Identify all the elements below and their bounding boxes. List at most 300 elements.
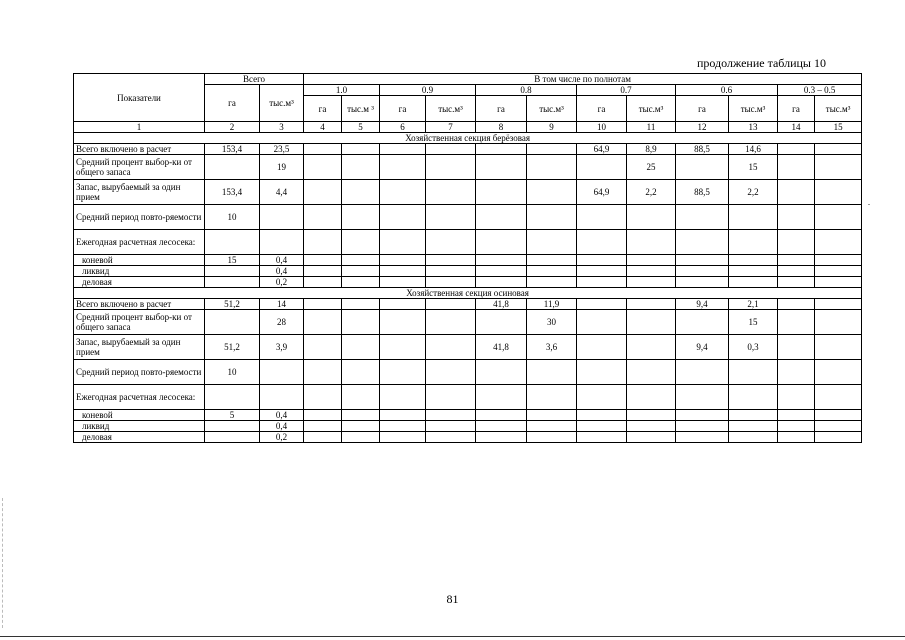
table-cell <box>627 205 676 230</box>
table-cell: 10 <box>205 205 260 230</box>
table-cell <box>627 335 676 360</box>
table-cell <box>380 144 426 155</box>
table-cell <box>342 410 380 421</box>
table-cell <box>380 421 426 432</box>
table-cell: 51,2 <box>205 335 260 360</box>
table-cell: 23,5 <box>260 144 304 155</box>
table-cell <box>260 230 304 255</box>
table-cell <box>577 277 627 288</box>
table-cell <box>527 144 577 155</box>
table-cell <box>476 155 527 180</box>
table-cell <box>778 299 815 310</box>
scan-bottom-rule <box>0 636 905 637</box>
table-cell <box>380 410 426 421</box>
table-cell: 14,6 <box>729 144 778 155</box>
row-label: Ежегодная расчетная лесосека: <box>74 385 205 410</box>
table-cell <box>380 266 426 277</box>
header-unit-ha: га <box>304 96 342 122</box>
table-cell <box>304 180 342 205</box>
table-cell <box>205 277 260 288</box>
table-cell <box>627 421 676 432</box>
header-density: 0.6 <box>676 85 778 96</box>
table-cell <box>260 385 304 410</box>
table-cell <box>476 144 527 155</box>
table-cell <box>342 421 380 432</box>
table-row <box>74 205 862 230</box>
table-cell <box>627 360 676 385</box>
table-cell <box>426 310 476 335</box>
table-caption: продолжение таблицы 10 <box>696 56 826 70</box>
table-cell: 88,5 <box>676 144 729 155</box>
table-row <box>74 335 862 360</box>
table-cell <box>304 310 342 335</box>
table-cell <box>426 205 476 230</box>
table-cell <box>815 266 862 277</box>
table-cell <box>342 299 380 310</box>
table-cell <box>304 230 342 255</box>
table-cell <box>380 335 426 360</box>
table-cell <box>676 310 729 335</box>
table-cell <box>205 310 260 335</box>
table-cell <box>676 266 729 277</box>
column-number: 11 <box>627 122 676 133</box>
header-indicators: Показатели <box>74 74 205 122</box>
table-cell <box>527 432 577 443</box>
table-cell <box>527 230 577 255</box>
table-body <box>74 133 862 443</box>
table-cell <box>778 421 815 432</box>
header-total: Всего <box>205 74 304 85</box>
table-cell <box>577 230 627 255</box>
table-cell <box>627 277 676 288</box>
table-cell <box>627 230 676 255</box>
table-cell <box>729 277 778 288</box>
table-cell <box>577 266 627 277</box>
table-cell: 0,2 <box>260 432 304 443</box>
table-cell <box>577 360 627 385</box>
table-cell: 3,9 <box>260 335 304 360</box>
table-cell <box>527 421 577 432</box>
table-cell: 64,9 <box>577 180 627 205</box>
table-cell: 153,4 <box>205 144 260 155</box>
table-cell <box>676 255 729 266</box>
table-cell <box>205 432 260 443</box>
table-cell <box>304 205 342 230</box>
column-number: 2 <box>205 122 260 133</box>
table-cell: 0,3 <box>729 335 778 360</box>
column-number: 14 <box>778 122 815 133</box>
header-unit-ha: га <box>577 96 627 122</box>
table-cell: 2,1 <box>729 299 778 310</box>
table-row <box>74 155 862 180</box>
table-cell: 51,2 <box>205 299 260 310</box>
table-cell: 15 <box>729 310 778 335</box>
table-cell: 19 <box>260 155 304 180</box>
table-cell: 3,6 <box>527 335 577 360</box>
table-row <box>74 410 862 421</box>
table-cell <box>304 335 342 360</box>
table-cell <box>342 230 380 255</box>
column-number: 9 <box>527 122 577 133</box>
table-cell <box>426 299 476 310</box>
table-cell <box>342 205 380 230</box>
page-number: 81 <box>446 592 459 606</box>
table-cell <box>778 144 815 155</box>
table-cell <box>527 266 577 277</box>
table-cell <box>778 277 815 288</box>
row-label: ликвид <box>74 421 205 432</box>
table-cell <box>304 266 342 277</box>
table-cell <box>342 360 380 385</box>
row-label: Средний период повто-ряемости <box>74 205 205 230</box>
table-cell <box>815 360 862 385</box>
table-cell <box>729 432 778 443</box>
table-cell <box>527 155 577 180</box>
table-cell <box>627 299 676 310</box>
table-cell <box>815 410 862 421</box>
table-row <box>74 432 862 443</box>
table-cell <box>380 310 426 335</box>
table-cell <box>304 144 342 155</box>
header-unit-ha: га <box>476 96 527 122</box>
row-label: коневой <box>74 410 205 421</box>
table-cell <box>778 230 815 255</box>
header-density: 0.8 <box>476 85 577 96</box>
column-number: 10 <box>577 122 627 133</box>
table-cell <box>476 266 527 277</box>
table-cell <box>205 155 260 180</box>
table-cell <box>778 205 815 230</box>
table-cell <box>426 410 476 421</box>
table-cell: 11,9 <box>527 299 577 310</box>
table-cell <box>778 266 815 277</box>
table-cell <box>815 335 862 360</box>
table-cell <box>304 299 342 310</box>
table-cell <box>476 410 527 421</box>
table-cell <box>426 421 476 432</box>
table-cell: 14 <box>260 299 304 310</box>
column-number: 7 <box>426 122 476 133</box>
table-cell <box>676 421 729 432</box>
table-cell <box>426 144 476 155</box>
table-cell: 30 <box>527 310 577 335</box>
table-cell <box>778 310 815 335</box>
table-cell <box>815 310 862 335</box>
header-unit-volume: тыс.м³ <box>815 96 862 122</box>
table-cell <box>778 432 815 443</box>
table-cell <box>476 180 527 205</box>
column-number: 4 <box>304 122 342 133</box>
header-unit-ha: га <box>676 96 729 122</box>
row-label: Средний процент выбор-ки от общего запаса <box>74 310 205 335</box>
table-cell <box>205 230 260 255</box>
table-cell <box>778 385 815 410</box>
column-number: 1 <box>74 122 205 133</box>
table-cell <box>676 230 729 255</box>
column-number: 5 <box>342 122 380 133</box>
table-cell <box>380 360 426 385</box>
table-cell <box>380 155 426 180</box>
table-cell <box>342 144 380 155</box>
table-row <box>74 421 862 432</box>
table-cell: 10 <box>205 360 260 385</box>
table-cell: 8,9 <box>627 144 676 155</box>
table-row <box>74 360 862 385</box>
table-cell <box>380 432 426 443</box>
header-density: 0.7 <box>577 85 676 96</box>
table-cell <box>577 421 627 432</box>
header-density: 1.0 <box>304 85 380 96</box>
header-unit-volume: тыс.м³ <box>729 96 778 122</box>
table-cell <box>476 277 527 288</box>
table-cell <box>577 205 627 230</box>
table-cell <box>476 432 527 443</box>
table-cell <box>815 255 862 266</box>
table-cell <box>476 360 527 385</box>
table-cell: 2,2 <box>729 180 778 205</box>
header-density: 0.9 <box>380 85 476 96</box>
table-cell <box>342 335 380 360</box>
table-cell <box>627 266 676 277</box>
table-cell <box>476 205 527 230</box>
table-cell <box>729 360 778 385</box>
table-cell <box>627 432 676 443</box>
table-cell <box>676 155 729 180</box>
header-total-volume: тыс.м³ <box>260 85 304 122</box>
table-cell <box>304 432 342 443</box>
table-row <box>74 385 862 410</box>
section-title: Хозяйственная секция берёзовая <box>74 133 862 144</box>
table-cell <box>778 255 815 266</box>
table-row <box>74 180 862 205</box>
table-cell <box>205 421 260 432</box>
table-cell <box>304 155 342 180</box>
table-cell <box>676 205 729 230</box>
table-cell: 41,8 <box>476 299 527 310</box>
table-cell <box>527 277 577 288</box>
section-title: Хозяйственная секция осиновая <box>74 288 862 299</box>
table-cell <box>205 385 260 410</box>
column-number: 6 <box>380 122 426 133</box>
table-cell <box>527 360 577 385</box>
table-cell: 28 <box>260 310 304 335</box>
table-cell <box>426 432 476 443</box>
table-cell <box>676 360 729 385</box>
table-cell: 0,2 <box>260 277 304 288</box>
table-cell <box>815 180 862 205</box>
table-cell <box>527 180 577 205</box>
scan-edge-mark <box>2 498 4 628</box>
table-cell <box>304 255 342 266</box>
table-cell <box>527 255 577 266</box>
table-cell <box>577 335 627 360</box>
table-cell <box>778 360 815 385</box>
table-row <box>74 310 862 335</box>
table-cell <box>476 310 527 335</box>
table-cell <box>426 266 476 277</box>
table-cell <box>729 421 778 432</box>
table-cell: 64,9 <box>577 144 627 155</box>
header-unit-ha: га <box>380 96 426 122</box>
table-cell <box>476 230 527 255</box>
table-row <box>74 144 862 155</box>
table-cell <box>426 255 476 266</box>
header-unit-volume: тыс.м³ <box>426 96 476 122</box>
table-cell <box>815 277 862 288</box>
row-label: деловая <box>74 432 205 443</box>
header-unit-ha: га <box>778 96 815 122</box>
table-cell <box>380 180 426 205</box>
column-number: 3 <box>260 122 304 133</box>
table-cell: 0,4 <box>260 266 304 277</box>
table-cell <box>342 385 380 410</box>
table-cell: 4,4 <box>260 180 304 205</box>
table-cell <box>380 255 426 266</box>
row-label: ликвид <box>74 266 205 277</box>
table-cell: 2,2 <box>627 180 676 205</box>
table-cell <box>476 255 527 266</box>
table-cell <box>729 410 778 421</box>
header-unit-volume: тыс.м³ <box>527 96 577 122</box>
table-cell: 25 <box>627 155 676 180</box>
row-label: Ежегодная расчетная лесосека: <box>74 230 205 255</box>
table-cell <box>627 310 676 335</box>
table-cell: 88,5 <box>676 180 729 205</box>
table-cell <box>729 230 778 255</box>
row-label: Запас, вырубаемый за один прием <box>74 335 205 360</box>
table-cell: 5 <box>205 410 260 421</box>
table-cell <box>426 335 476 360</box>
table-cell <box>778 155 815 180</box>
table-row <box>74 255 862 266</box>
table-cell <box>342 255 380 266</box>
table-cell <box>815 432 862 443</box>
row-label: Средний период повто-ряемости <box>74 360 205 385</box>
header-unit-volume: тыс.м ³ <box>342 96 380 122</box>
table-cell <box>729 266 778 277</box>
row-label: деловая <box>74 277 205 288</box>
table-cell <box>426 180 476 205</box>
table-cell <box>380 205 426 230</box>
table-cell <box>342 432 380 443</box>
table-cell: 9,4 <box>676 335 729 360</box>
table-cell <box>815 421 862 432</box>
table-cell <box>426 230 476 255</box>
row-label: Всего включено в расчет <box>74 144 205 155</box>
table-header <box>74 74 862 133</box>
column-number: 8 <box>476 122 527 133</box>
table-cell <box>342 266 380 277</box>
table-cell: 0,4 <box>260 421 304 432</box>
table-cell <box>729 385 778 410</box>
table-cell <box>260 205 304 230</box>
table-cell <box>527 410 577 421</box>
table-cell <box>676 432 729 443</box>
table-cell <box>815 144 862 155</box>
table-cell <box>815 230 862 255</box>
table-cell <box>577 299 627 310</box>
table-cell <box>342 277 380 288</box>
table-cell <box>815 385 862 410</box>
table-cell: 153,4 <box>205 180 260 205</box>
table-cell <box>304 277 342 288</box>
header-including-by-density: В том числе по полнотам <box>304 74 862 85</box>
table-cell <box>527 385 577 410</box>
header-unit-volume: тыс.м³ <box>627 96 676 122</box>
table-cell: 0,4 <box>260 410 304 421</box>
table-cell <box>729 205 778 230</box>
table-cell <box>342 180 380 205</box>
row-label: коневой <box>74 255 205 266</box>
table-cell <box>627 385 676 410</box>
table-cell <box>676 277 729 288</box>
table-cell <box>426 385 476 410</box>
table-cell <box>380 299 426 310</box>
header-total-ha: га <box>205 85 260 122</box>
table-cell <box>815 299 862 310</box>
table-cell <box>627 410 676 421</box>
table-cell <box>380 277 426 288</box>
table-cell <box>676 385 729 410</box>
allowable-cut-table <box>73 73 862 443</box>
table-cell <box>260 360 304 385</box>
table-cell <box>380 385 426 410</box>
table-cell: 15 <box>729 155 778 180</box>
table-cell: 15 <box>205 255 260 266</box>
table-cell <box>577 155 627 180</box>
table-cell <box>304 385 342 410</box>
table-cell <box>627 255 676 266</box>
table-cell <box>577 310 627 335</box>
table-cell <box>426 155 476 180</box>
table-cell <box>304 410 342 421</box>
table-cell <box>304 360 342 385</box>
column-number: 15 <box>815 122 862 133</box>
table-cell <box>729 255 778 266</box>
table-row <box>74 299 862 310</box>
table-cell <box>476 421 527 432</box>
column-number: 12 <box>676 122 729 133</box>
table-row <box>74 277 862 288</box>
table-cell <box>304 421 342 432</box>
section-row <box>74 133 862 144</box>
table-cell <box>527 205 577 230</box>
column-number: 13 <box>729 122 778 133</box>
table-cell <box>815 155 862 180</box>
table-cell <box>342 155 380 180</box>
table-cell <box>380 230 426 255</box>
table-row <box>74 230 862 255</box>
scan-speck <box>868 204 870 205</box>
table-cell <box>426 360 476 385</box>
row-label: Запас, вырубаемый за один прием <box>74 180 205 205</box>
table-cell <box>815 205 862 230</box>
table-cell <box>426 277 476 288</box>
table-cell: 0,4 <box>260 255 304 266</box>
table-cell <box>778 180 815 205</box>
table-row <box>74 266 862 277</box>
table-cell <box>577 410 627 421</box>
table-cell <box>778 410 815 421</box>
table-cell: 9,4 <box>676 299 729 310</box>
table-cell <box>778 335 815 360</box>
table-cell <box>577 255 627 266</box>
table-cell <box>676 410 729 421</box>
section-row <box>74 288 862 299</box>
table-cell: 41,8 <box>476 335 527 360</box>
table-cell <box>342 310 380 335</box>
table-cell <box>577 385 627 410</box>
